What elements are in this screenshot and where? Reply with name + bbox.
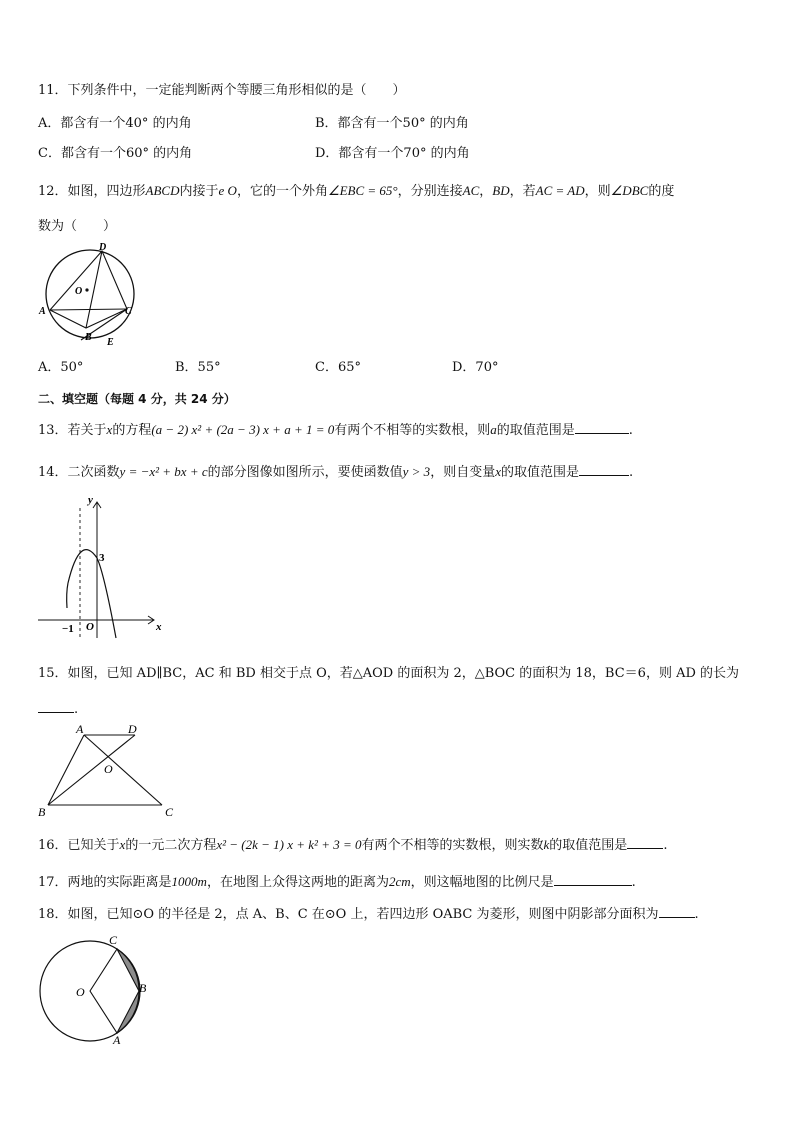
- label-a: A: [39, 306, 46, 317]
- q15-answer-blank[interactable]: [38, 700, 74, 713]
- q17-answer-blank[interactable]: [554, 873, 632, 886]
- q16-answer-blank[interactable]: [627, 836, 663, 849]
- axis-label-y: y: [88, 494, 93, 506]
- q18-answer-blank[interactable]: [659, 905, 695, 918]
- q11-option-c: C．都含有一个60° 的内角: [38, 146, 193, 161]
- q11-stem: 11．下列条件中，一定能判断两个等腰三角形相似的是（ ）: [38, 83, 406, 98]
- section-title: 二、填空题（每题 4 分，共 24 分）: [38, 392, 236, 406]
- q15-stem: 15．如图，已知 AD∥BC，AC 和 BD 相交于点 O，若△AOD 的面积为 2，△BOC 的面积为 18，BC＝6，则 AD 的长为: [38, 666, 740, 681]
- q15-answer-line: .: [38, 700, 78, 719]
- q15-figure: [38, 720, 188, 820]
- axis-label-x: x: [156, 621, 162, 633]
- q12-option-b: B．55°: [175, 360, 221, 375]
- label-d: D: [99, 242, 107, 253]
- label-e: E: [107, 337, 114, 348]
- q12-option-c: C．65°: [315, 360, 361, 375]
- q12-option-d: D．70°: [452, 360, 499, 375]
- label-b: B: [38, 805, 46, 819]
- q11-option-a: A．都含有一个40° 的内角: [38, 116, 192, 131]
- label-c: C: [109, 933, 118, 947]
- q13-answer-blank[interactable]: [575, 421, 629, 434]
- q16-stem: 16．已知关于x的一元二次方程x² − (2k − 1) x + k² + 3 = 0有两个不相等的实数根，则实数k的取值范围是 .: [38, 837, 668, 853]
- q12-figure: [38, 242, 138, 348]
- q12-stem: 12．如图，四边形ABCD内接于e O，它的一个外角∠EBC = 65°，分别连接AC，BD，若AC = AD，则∠DBC的度: [38, 183, 675, 199]
- label-b: B: [85, 332, 92, 343]
- label-o: O: [76, 985, 85, 999]
- origin-label: O: [86, 621, 94, 633]
- q18-figure: [38, 932, 158, 1047]
- q14-answer-blank[interactable]: [579, 463, 629, 476]
- q18-stem: 18．如图，已知⊙O 的半径是 2，点 A、B、C 在⊙O 上，若四边形 OABC 为菱形，则图中阴影部分面积为 .: [38, 907, 699, 922]
- q14-stem: 14．二次函数y = −x² + bx + c的部分图像如图所示，要使函数值y > 3，则自变量x的取值范围是 .: [38, 464, 634, 480]
- q11-option-d: D．都含有一个70° 的内角: [315, 146, 470, 161]
- label-o: O: [104, 762, 113, 776]
- label-o: O: [75, 286, 83, 297]
- tick-3: 3: [99, 552, 105, 564]
- label-c: C: [125, 306, 132, 317]
- tick-minus-one: −1: [62, 623, 74, 635]
- label-d: D: [128, 722, 137, 736]
- label-a: A: [113, 1033, 121, 1047]
- label-b: B: [139, 981, 147, 995]
- q17-stem: 17．两地的实际距离是1000m，在地图上众得这两地的距离为2cm，则这幅地图的比例尺是 .: [38, 874, 636, 890]
- q12-stem-line2: 数为（ ）: [38, 219, 117, 234]
- q12-option-a: A．50°: [38, 360, 84, 375]
- q13-stem: 13．若关于x的方程(a − 2) x² + (2a − 3) x + a + 1 = 0有两个不相等的实数根，则a的取值范围是 .: [38, 422, 633, 438]
- q14-figure: [38, 488, 168, 638]
- q11-option-b: B．都含有一个50° 的内角: [315, 116, 469, 131]
- label-a: A: [76, 722, 84, 736]
- label-c: C: [165, 805, 174, 819]
